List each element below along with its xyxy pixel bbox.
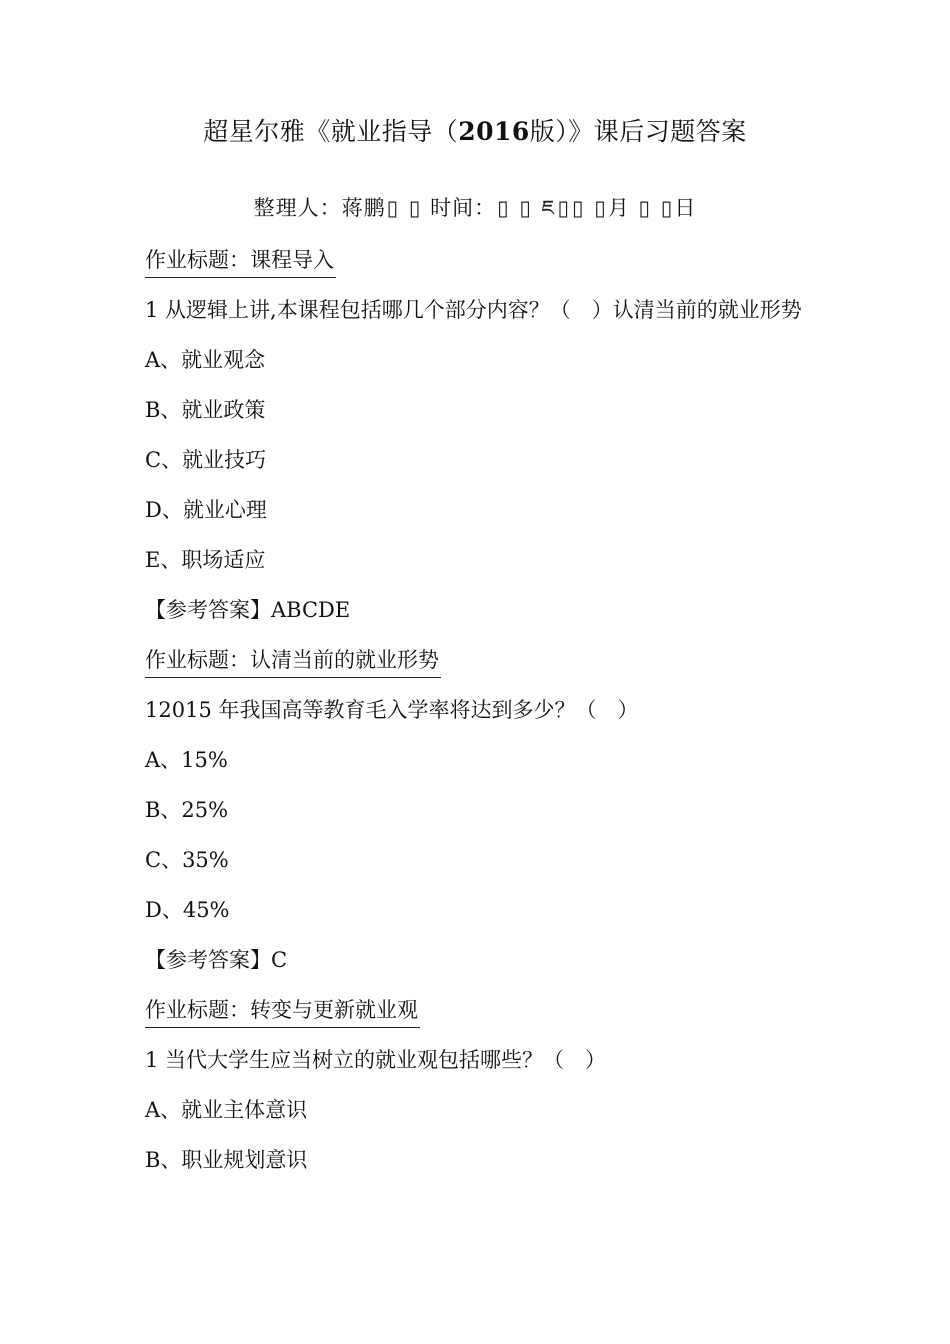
question-text: 1 当代大学生应当树立的就业观包括哪些？（ ） bbox=[145, 1048, 607, 1072]
option-item: D、就业心理 bbox=[145, 498, 267, 522]
option-item: A、就业观念 bbox=[145, 348, 266, 372]
option-item: E、职场适应 bbox=[145, 548, 266, 572]
byline-author: 整理人：蒋鹏 bbox=[253, 196, 386, 220]
missing-glyph-icon: ▯ bbox=[660, 196, 674, 220]
title-year: 2016 bbox=[458, 117, 530, 146]
option-item: A、就业主体意识 bbox=[145, 1098, 308, 1122]
missing-glyph-icon: ▯ bbox=[519, 196, 532, 220]
byline-time-label: 时间： bbox=[430, 196, 497, 220]
section-heading: 作业标题：转变与更新就业观 bbox=[145, 990, 825, 1040]
document-body bbox=[145, 240, 825, 1190]
missing-glyph-icon: ▯ bbox=[572, 196, 585, 220]
question-text: 12015 年我国高等教育毛入学率将达到多少？（ ） bbox=[145, 698, 639, 722]
section-heading: 作业标题：课程导入 bbox=[145, 240, 825, 290]
missing-glyph-icon: ▯ bbox=[386, 196, 400, 220]
option-item: D、45% bbox=[145, 898, 230, 922]
title-suffix: 版）》课后习题答案 bbox=[529, 117, 747, 146]
option-item: C、35% bbox=[145, 848, 229, 872]
missing-glyph-icon: ▯ bbox=[638, 196, 652, 220]
missing-glyph-icon: ▯ bbox=[497, 196, 510, 220]
option-item: B、就业政策 bbox=[145, 398, 266, 422]
missing-glyph-icon: ▯ bbox=[594, 196, 607, 220]
document-title bbox=[0, 112, 950, 148]
option-item: B、职业规划意识 bbox=[145, 1148, 308, 1172]
section-heading: 作业标题：认清当前的就业形势 bbox=[145, 640, 825, 690]
garbled-glyph-icon: ཇ bbox=[541, 196, 556, 220]
option-item: A、15% bbox=[145, 748, 228, 772]
option-item: B、25% bbox=[145, 798, 229, 822]
byline-month: 月 bbox=[607, 196, 630, 220]
answer-text: 【参考答案】C bbox=[145, 948, 288, 972]
answer-text: 【参考答案】ABCDE bbox=[145, 598, 351, 622]
option-item: C、就业技巧 bbox=[145, 448, 267, 472]
title-prefix: 超星尔雅《就业指导（ bbox=[203, 117, 459, 146]
byline-day: 日 bbox=[674, 196, 697, 220]
question-text: 1 从逻辑上讲,本课程包括哪几个部分内容？（ ）认清当前的就业形势 bbox=[145, 298, 802, 322]
missing-glyph-icon: ▯ bbox=[557, 196, 571, 220]
byline bbox=[0, 185, 950, 244]
missing-glyph-icon: ▯ bbox=[408, 196, 422, 220]
